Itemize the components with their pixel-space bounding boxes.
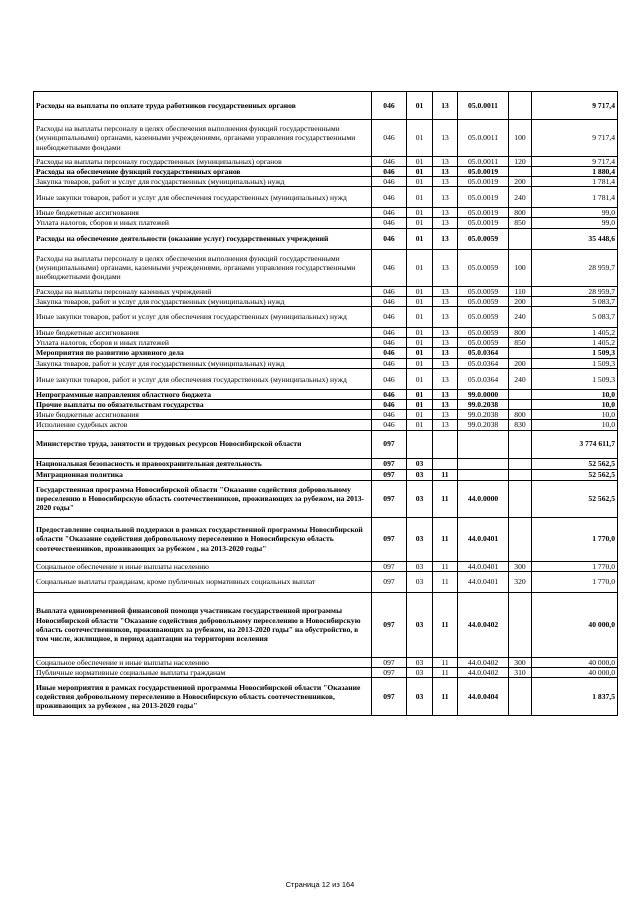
row-csr: 05.0.0059 bbox=[458, 249, 509, 286]
row-vr: 200 bbox=[509, 358, 532, 368]
row-csr bbox=[458, 458, 509, 469]
row-ved: 097 bbox=[372, 657, 407, 667]
row-amount: 9 717,4 bbox=[532, 120, 618, 157]
row-name: Социальное обеспечение и иные выплаты населению bbox=[34, 657, 372, 667]
row-rz: 03 bbox=[407, 480, 433, 517]
row-pr: 11 bbox=[433, 561, 458, 571]
table-row bbox=[34, 430, 618, 458]
row-csr: 05.0.0019 bbox=[458, 208, 509, 218]
row-ved: 046 bbox=[372, 167, 407, 177]
row-ved: 046 bbox=[372, 286, 407, 296]
row-vr: 120 bbox=[509, 157, 532, 167]
row-amount: 10,0 bbox=[532, 410, 618, 420]
row-name: Социальные выплаты гражданам, кроме публичных нормативных социальных выплат bbox=[34, 571, 372, 592]
row-ved: 046 bbox=[372, 369, 407, 390]
table-row bbox=[34, 296, 618, 306]
row-csr: 05.0.0059 bbox=[458, 286, 509, 296]
table-row bbox=[34, 306, 618, 327]
row-amount: 40 000,0 bbox=[532, 667, 618, 677]
row-pr: 13 bbox=[433, 337, 458, 347]
row-csr: 05.0.0011 bbox=[458, 157, 509, 167]
row-ved: 097 bbox=[372, 517, 407, 561]
row-rz: 03 bbox=[407, 458, 433, 469]
row-amount: 5 083,7 bbox=[532, 296, 618, 306]
row-csr bbox=[458, 430, 509, 458]
row-vr: 800 bbox=[509, 410, 532, 420]
table-row bbox=[34, 167, 618, 177]
row-pr: 11 bbox=[433, 592, 458, 657]
row-ved: 046 bbox=[372, 327, 407, 337]
row-ved: 046 bbox=[372, 400, 407, 410]
table-row bbox=[34, 571, 618, 592]
row-pr: 13 bbox=[433, 177, 458, 187]
row-csr: 44.0.0404 bbox=[458, 677, 509, 715]
row-pr: 13 bbox=[433, 208, 458, 218]
row-ved: 097 bbox=[372, 571, 407, 592]
table-row bbox=[34, 218, 618, 228]
row-vr: 320 bbox=[509, 571, 532, 592]
row-vr: 800 bbox=[509, 327, 532, 337]
row-pr: 13 bbox=[433, 400, 458, 410]
table-row bbox=[34, 249, 618, 286]
row-vr bbox=[509, 480, 532, 517]
row-rz: 01 bbox=[407, 120, 433, 157]
row-ved: 046 bbox=[372, 92, 407, 120]
row-name: Прочие выплаты по обязательствам государства bbox=[34, 400, 372, 410]
table-row bbox=[34, 517, 618, 561]
row-csr: 05.0.0364 bbox=[458, 358, 509, 368]
row-rz: 01 bbox=[407, 327, 433, 337]
row-name: Расходы на выплаты персоналу в целях обеспечения выполнения функций государственными (муниципальными) органами, казенными учреждениями, органами управления государственными внебюджетными фондами bbox=[34, 120, 372, 157]
row-amount: 52 562,5 bbox=[532, 458, 618, 469]
row-vr bbox=[509, 430, 532, 458]
row-pr: 11 bbox=[433, 677, 458, 715]
row-name: Миграционная политика bbox=[34, 469, 372, 480]
row-csr: 05.0.0059 bbox=[458, 296, 509, 306]
row-ved: 046 bbox=[372, 177, 407, 187]
table-row bbox=[34, 177, 618, 187]
row-csr: 99.0.0000 bbox=[458, 390, 509, 400]
row-pr: 13 bbox=[433, 358, 458, 368]
row-csr: 05.0.0059 bbox=[458, 228, 509, 249]
row-vr: 200 bbox=[509, 296, 532, 306]
table-row bbox=[34, 561, 618, 571]
row-pr: 11 bbox=[433, 480, 458, 517]
page-footer: Страница 12 из 164 bbox=[285, 880, 355, 889]
row-pr: 13 bbox=[433, 390, 458, 400]
table-row bbox=[34, 469, 618, 480]
row-csr: 44.0.0401 bbox=[458, 517, 509, 561]
row-vr: 300 bbox=[509, 561, 532, 571]
row-name: Иные закупки товаров, работ и услуг для обеспечения государственных (муниципальных) нужд bbox=[34, 369, 372, 390]
row-amount: 1 770,0 bbox=[532, 561, 618, 571]
row-rz: 01 bbox=[407, 208, 433, 218]
row-name: Уплата налогов, сборов и иных платежей bbox=[34, 337, 372, 347]
row-rz: 03 bbox=[407, 571, 433, 592]
row-csr: 05.0.0019 bbox=[458, 167, 509, 177]
row-vr: 310 bbox=[509, 667, 532, 677]
row-rz: 01 bbox=[407, 369, 433, 390]
row-csr: 05.0.0019 bbox=[458, 218, 509, 228]
row-ved: 046 bbox=[372, 306, 407, 327]
row-pr: 13 bbox=[433, 157, 458, 167]
row-pr: 11 bbox=[433, 469, 458, 480]
row-rz: 01 bbox=[407, 286, 433, 296]
row-ved: 046 bbox=[372, 218, 407, 228]
row-amount: 10,0 bbox=[532, 400, 618, 410]
row-rz: 01 bbox=[407, 249, 433, 286]
row-vr bbox=[509, 92, 532, 120]
row-pr: 13 bbox=[433, 249, 458, 286]
row-name: Расходы на обеспечение функций государственных органов bbox=[34, 167, 372, 177]
row-vr bbox=[509, 592, 532, 657]
row-rz: 01 bbox=[407, 218, 433, 228]
row-rz: 01 bbox=[407, 157, 433, 167]
row-rz: 01 bbox=[407, 296, 433, 306]
row-csr: 44.0.0402 bbox=[458, 657, 509, 667]
row-pr: 13 bbox=[433, 410, 458, 420]
row-amount: 1 509,3 bbox=[532, 358, 618, 368]
row-ved: 046 bbox=[372, 157, 407, 167]
row-rz: 01 bbox=[407, 410, 433, 420]
table-row bbox=[34, 187, 618, 208]
row-name: Национальная безопасность и правоохранительная деятельность bbox=[34, 458, 372, 469]
row-amount: 52 562,5 bbox=[532, 480, 618, 517]
table-row bbox=[34, 286, 618, 296]
row-ved: 097 bbox=[372, 469, 407, 480]
row-csr: 99.0.2038 bbox=[458, 400, 509, 410]
table-row bbox=[34, 400, 618, 410]
row-amount: 9 717,4 bbox=[532, 157, 618, 167]
table-row bbox=[34, 157, 618, 167]
row-pr bbox=[433, 430, 458, 458]
row-ved: 046 bbox=[372, 296, 407, 306]
row-amount: 1 837,5 bbox=[532, 677, 618, 715]
row-amount: 9 717,4 bbox=[532, 92, 618, 120]
row-vr: 110 bbox=[509, 286, 532, 296]
row-vr: 800 bbox=[509, 208, 532, 218]
row-amount: 99,0 bbox=[532, 208, 618, 218]
table-row bbox=[34, 358, 618, 368]
table-row bbox=[34, 92, 618, 120]
row-csr: 44.0.0402 bbox=[458, 667, 509, 677]
row-pr: 13 bbox=[433, 347, 458, 358]
row-name: Закупка товаров, работ и услуг для государственных (муниципальных) нужд bbox=[34, 177, 372, 187]
table-row bbox=[34, 410, 618, 420]
row-pr: 13 bbox=[433, 187, 458, 208]
row-rz: 01 bbox=[407, 177, 433, 187]
table-row bbox=[34, 347, 618, 358]
row-csr: 44.0.0000 bbox=[458, 480, 509, 517]
row-vr bbox=[509, 347, 532, 358]
row-vr bbox=[509, 458, 532, 469]
row-amount: 1 770,0 bbox=[532, 517, 618, 561]
row-csr: 05.0.0011 bbox=[458, 120, 509, 157]
row-amount: 1 781,4 bbox=[532, 187, 618, 208]
row-rz: 03 bbox=[407, 677, 433, 715]
row-csr bbox=[458, 469, 509, 480]
row-name: Государственная программа Новосибирской области "Оказание содействия добровольному переселению в Новосибирскую область соотечественников, проживающих за рубежом, на 2013-2020 годы" bbox=[34, 480, 372, 517]
table-row bbox=[34, 420, 618, 430]
table-row bbox=[34, 120, 618, 157]
row-vr bbox=[509, 677, 532, 715]
row-amount: 3 774 611,7 bbox=[532, 430, 618, 458]
table-row bbox=[34, 592, 618, 657]
row-amount: 40 000,0 bbox=[532, 657, 618, 667]
row-ved: 046 bbox=[372, 347, 407, 358]
row-rz: 01 bbox=[407, 347, 433, 358]
row-csr: 05.0.0019 bbox=[458, 187, 509, 208]
row-rz: 01 bbox=[407, 92, 433, 120]
row-ved: 097 bbox=[372, 480, 407, 517]
table-row bbox=[34, 458, 618, 469]
row-csr: 05.0.0019 bbox=[458, 177, 509, 187]
row-name: Иные бюджетные ассигнования bbox=[34, 327, 372, 337]
table-row bbox=[34, 228, 618, 249]
row-rz: 01 bbox=[407, 306, 433, 327]
row-amount: 1 781,4 bbox=[532, 177, 618, 187]
row-pr: 11 bbox=[433, 657, 458, 667]
row-amount: 1 405,2 bbox=[532, 337, 618, 347]
row-ved: 097 bbox=[372, 430, 407, 458]
row-amount: 1 405,2 bbox=[532, 327, 618, 337]
row-rz: 03 bbox=[407, 657, 433, 667]
row-name: Предоставление социальной поддержки в рамках государственной программы Новосибирской области "Оказание содействия добровольному переселению в Новосибирскую область соотечественников, проживающих за рубежом , на 2013-2020 годы" bbox=[34, 517, 372, 561]
row-amount: 28 959,7 bbox=[532, 249, 618, 286]
row-vr: 850 bbox=[509, 337, 532, 347]
row-name: Уплата налогов, сборов и иных платежей bbox=[34, 218, 372, 228]
row-amount: 1 880,4 bbox=[532, 167, 618, 177]
row-amount: 99,0 bbox=[532, 218, 618, 228]
row-pr: 13 bbox=[433, 369, 458, 390]
row-name: Расходы на выплаты персоналу государственных (муниципальных) органов bbox=[34, 157, 372, 167]
row-amount: 52 562,5 bbox=[532, 469, 618, 480]
row-name: Расходы на выплаты персоналу казенных учреждений bbox=[34, 286, 372, 296]
row-name: Закупка товаров, работ и услуг для государственных (муниципальных) нужд bbox=[34, 358, 372, 368]
row-vr bbox=[509, 469, 532, 480]
row-pr: 13 bbox=[433, 286, 458, 296]
row-vr bbox=[509, 400, 532, 410]
row-csr: 44.0.0401 bbox=[458, 571, 509, 592]
row-name: Иные закупки товаров, работ и услуг для обеспечения государственных (муниципальных) нужд bbox=[34, 187, 372, 208]
row-amount: 10,0 bbox=[532, 420, 618, 430]
row-csr: 05.0.0364 bbox=[458, 369, 509, 390]
row-name: Исполнение судебных актов bbox=[34, 420, 372, 430]
row-vr: 240 bbox=[509, 306, 532, 327]
row-vr: 300 bbox=[509, 657, 532, 667]
row-csr: 99.0.2038 bbox=[458, 410, 509, 420]
row-pr bbox=[433, 458, 458, 469]
row-vr: 850 bbox=[509, 218, 532, 228]
row-ved: 097 bbox=[372, 592, 407, 657]
row-name: Расходы на обеспечение деятельности (оказание услуг) государственных учреждений bbox=[34, 228, 372, 249]
row-rz: 01 bbox=[407, 390, 433, 400]
row-name: Иные закупки товаров, работ и услуг для обеспечения государственных (муниципальных) нужд bbox=[34, 306, 372, 327]
row-rz: 01 bbox=[407, 420, 433, 430]
row-amount: 1 770,0 bbox=[532, 571, 618, 592]
row-rz: 01 bbox=[407, 187, 433, 208]
row-vr bbox=[509, 517, 532, 561]
row-vr: 200 bbox=[509, 177, 532, 187]
row-ved: 046 bbox=[372, 420, 407, 430]
row-csr: 99.0.2038 bbox=[458, 420, 509, 430]
row-name: Закупка товаров, работ и услуг для государственных (муниципальных) нужд bbox=[34, 296, 372, 306]
table-row bbox=[34, 369, 618, 390]
row-rz: 01 bbox=[407, 337, 433, 347]
row-name: Мероприятия по развитию архивного дела bbox=[34, 347, 372, 358]
row-rz: 03 bbox=[407, 561, 433, 571]
row-pr: 11 bbox=[433, 571, 458, 592]
row-name: Иные мероприятия в рамках государственной программы Новосибирской области "Оказание содействия добровольному переселению в Новосибирскую область соотечественников, проживающих за рубежом , на 2013-2020 годы" bbox=[34, 677, 372, 715]
row-ved: 046 bbox=[372, 337, 407, 347]
budget-table bbox=[33, 91, 618, 716]
row-ved: 046 bbox=[372, 410, 407, 420]
row-pr: 13 bbox=[433, 120, 458, 157]
row-pr: 13 bbox=[433, 92, 458, 120]
row-vr bbox=[509, 228, 532, 249]
row-name: Социальное обеспечение и иные выплаты населению bbox=[34, 561, 372, 571]
row-name: Непрограммные направления областного бюджета bbox=[34, 390, 372, 400]
row-amount: 40 000,0 bbox=[532, 592, 618, 657]
row-pr: 13 bbox=[433, 296, 458, 306]
row-vr: 100 bbox=[509, 249, 532, 286]
row-pr: 11 bbox=[433, 517, 458, 561]
table-row bbox=[34, 677, 618, 715]
row-rz: 01 bbox=[407, 228, 433, 249]
row-vr: 240 bbox=[509, 369, 532, 390]
row-pr: 11 bbox=[433, 667, 458, 677]
row-rz: 03 bbox=[407, 517, 433, 561]
row-name: Расходы на выплаты по оплате труда работников государственных органов bbox=[34, 92, 372, 120]
row-csr: 05.0.0059 bbox=[458, 327, 509, 337]
table-row bbox=[34, 208, 618, 218]
row-rz: 03 bbox=[407, 469, 433, 480]
row-name: Иные бюджетные ассигнования bbox=[34, 410, 372, 420]
row-rz: 03 bbox=[407, 667, 433, 677]
row-rz: 01 bbox=[407, 400, 433, 410]
row-amount: 10,0 bbox=[532, 390, 618, 400]
table-row bbox=[34, 480, 618, 517]
row-csr: 05.0.0364 bbox=[458, 347, 509, 358]
row-rz: 01 bbox=[407, 358, 433, 368]
row-ved: 097 bbox=[372, 458, 407, 469]
row-rz bbox=[407, 430, 433, 458]
row-rz: 01 bbox=[407, 167, 433, 177]
table-row bbox=[34, 390, 618, 400]
row-amount: 1 509,3 bbox=[532, 347, 618, 358]
row-ved: 046 bbox=[372, 187, 407, 208]
row-ved: 046 bbox=[372, 228, 407, 249]
table-row bbox=[34, 667, 618, 677]
row-name: Расходы на выплаты персоналу в целях обеспечения выполнения функций государственными (муниципальными) органами, казенными учреждениями, органами управления государственными внебюджетными фондами bbox=[34, 249, 372, 286]
row-amount: 28 959,7 bbox=[532, 286, 618, 296]
row-pr: 13 bbox=[433, 228, 458, 249]
row-vr bbox=[509, 390, 532, 400]
row-vr: 100 bbox=[509, 120, 532, 157]
row-pr: 13 bbox=[433, 327, 458, 337]
row-pr: 13 bbox=[433, 218, 458, 228]
row-name: Иные бюджетные ассигнования bbox=[34, 208, 372, 218]
row-vr bbox=[509, 167, 532, 177]
row-ved: 046 bbox=[372, 390, 407, 400]
row-amount: 5 083,7 bbox=[532, 306, 618, 327]
row-ved: 046 bbox=[372, 208, 407, 218]
row-csr: 44.0.0401 bbox=[458, 561, 509, 571]
row-csr: 05.0.0059 bbox=[458, 306, 509, 327]
row-pr: 13 bbox=[433, 306, 458, 327]
row-rz: 03 bbox=[407, 592, 433, 657]
row-ved: 046 bbox=[372, 249, 407, 286]
row-amount: 1 509,3 bbox=[532, 369, 618, 390]
row-amount: 35 448,6 bbox=[532, 228, 618, 249]
table-row bbox=[34, 657, 618, 667]
row-pr: 13 bbox=[433, 420, 458, 430]
row-ved: 046 bbox=[372, 120, 407, 157]
budget-table-body bbox=[34, 92, 618, 716]
row-name: Выплата единовременной финансовой помощи участникам государственной программы Новосибирской области "Оказание содействия добровольному переселению в Новосибирскую область соотечественников, проживающих за рубежом, на 2013-2020 годы" на обустройство, в том числе, жилищное, в период адаптации на территории вселения bbox=[34, 592, 372, 657]
row-vr: 240 bbox=[509, 187, 532, 208]
row-ved: 046 bbox=[372, 358, 407, 368]
row-vr: 830 bbox=[509, 420, 532, 430]
row-csr: 05.0.0011 bbox=[458, 92, 509, 120]
row-ved: 097 bbox=[372, 677, 407, 715]
row-pr: 13 bbox=[433, 167, 458, 177]
table-row bbox=[34, 327, 618, 337]
row-ved: 097 bbox=[372, 561, 407, 571]
row-name: Публичные нормативные социальные выплаты гражданам bbox=[34, 667, 372, 677]
table-row bbox=[34, 337, 618, 347]
row-ved: 097 bbox=[372, 667, 407, 677]
row-name: Министерство труда, занятости и трудовых ресурсов Новосибирской области bbox=[34, 430, 372, 458]
row-csr: 05.0.0059 bbox=[458, 337, 509, 347]
row-csr: 44.0.0402 bbox=[458, 592, 509, 657]
